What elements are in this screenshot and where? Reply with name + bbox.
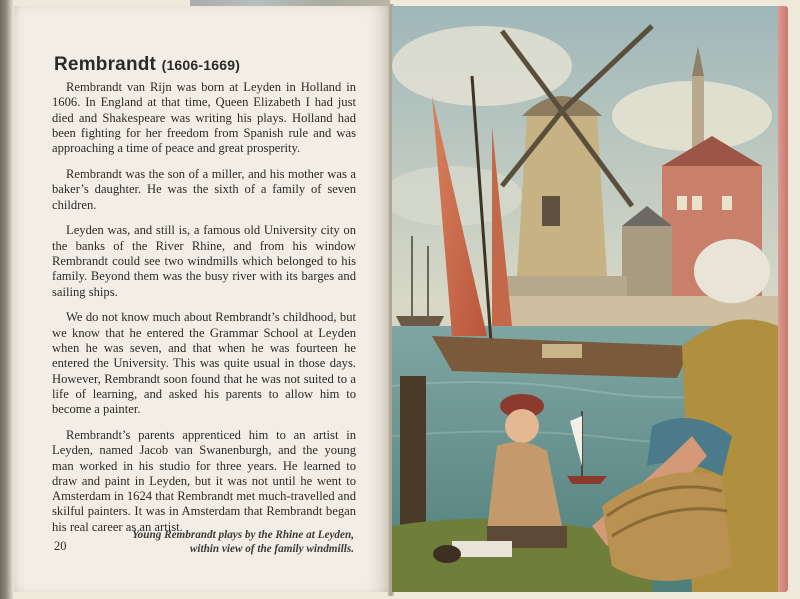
- paragraph: Rembrandt was the son of a miller, and his mother was a baker’s daughter. He was the sixth of a family of seven children.: [52, 166, 356, 212]
- page-number: 20: [54, 539, 67, 553]
- page-title: [54, 54, 240, 76]
- paragraph: We do not know much about Rembrandt’s childhood, but we know that he entered the Grammar School at Leyden when he was seven, and that when he was fourteen he entered the University. This was quite usual in those days. However, Rembrandt soon found that he was not suited to a life of learning, and asked his parents to allow him to become a painter.: [52, 310, 356, 417]
- caption-line: Young Rembrandt plays by the Rhine at Leyden,: [132, 529, 354, 541]
- paragraph: Rembrandt van Rijn was born at Leyden in Holland in 1606. In England at that time, Queen Elizabeth I had just died and Shakespeare was writing his plays. Holland had been fighting for her freedom from Spanish rule and was approaching a time of peace and great prosperity.: [52, 80, 356, 156]
- paragraph: Leyden was, and still is, a famous old University city on the banks of the River Rhine, and from his window Rembrandt could see two windmills which belonged to his family. Beyond them was the busy river with its barges and sailing ships.: [52, 223, 356, 299]
- paragraph: Rembrandt’s parents apprenticed him to an artist in Leyden, named Jacob van Swanenburgh, and the young man worked in his studio for three years. He learned to draw and paint in Leyden, but it was not until he went to Amsterdam in 1624 that Rembrandt met much-travelled and skilful painters. It was in Amsterdam that Rembrandt began his real career as an artist.: [52, 427, 356, 534]
- title-dates: (1606-1669): [161, 57, 241, 73]
- illustration-river-scene: [392, 6, 778, 592]
- caption-line: within view of the family windmills.: [189, 543, 354, 555]
- mooring-post: [400, 376, 426, 546]
- illustration-caption: [98, 528, 354, 556]
- body-text: [52, 80, 356, 546]
- title-name: Rembrandt: [54, 54, 157, 75]
- cloud: [392, 26, 572, 106]
- illustration-page: [392, 6, 778, 592]
